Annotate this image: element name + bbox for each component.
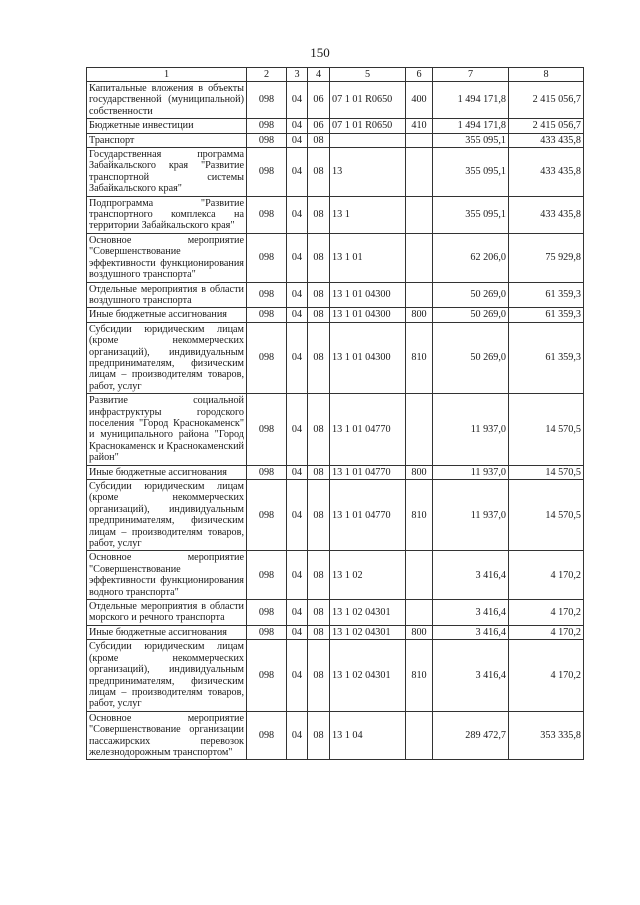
amount-year2-cell: 433 435,8 — [509, 196, 584, 233]
column-header: 2 — [247, 68, 287, 82]
section-code-cell: 04 — [287, 711, 308, 760]
row-name-cell: Государственная программа Забайкальского края "Развитие транспортной системы Забайкальского края" — [87, 148, 247, 197]
ministry-code-cell: 098 — [247, 394, 287, 465]
expense-type-cell: 810 — [406, 480, 433, 551]
amount-year1-cell: 50 269,0 — [433, 322, 509, 393]
row-name-cell: Отдельные мероприятия в области морского и речного транспорта — [87, 600, 247, 626]
target-article-cell: 13 — [330, 148, 406, 197]
row-name-cell: Иные бюджетные ассигнования — [87, 465, 247, 479]
column-header: 3 — [287, 68, 308, 82]
amount-year1-cell: 289 472,7 — [433, 711, 509, 760]
amount-year1-cell: 1 494 171,8 — [433, 82, 509, 119]
ministry-code-cell: 098 — [247, 711, 287, 760]
ministry-code-cell: 098 — [247, 600, 287, 626]
target-article-cell: 13 1 01 04770 — [330, 394, 406, 465]
expense-type-cell: 410 — [406, 119, 433, 133]
row-name-cell: Бюджетные инвестиции — [87, 119, 247, 133]
table-row — [87, 133, 584, 147]
subsection-code-cell: 08 — [308, 196, 330, 233]
amount-year2-cell: 2 415 056,7 — [509, 82, 584, 119]
ministry-code-cell: 098 — [247, 233, 287, 282]
amount-year2-cell: 4 170,2 — [509, 625, 584, 639]
expense-type-cell: 800 — [406, 465, 433, 479]
table-row — [87, 196, 584, 233]
section-code-cell: 04 — [287, 600, 308, 626]
subsection-code-cell: 06 — [308, 82, 330, 119]
table-row — [87, 640, 584, 711]
ministry-code-cell: 098 — [247, 640, 287, 711]
expense-type-cell — [406, 711, 433, 760]
ministry-code-cell: 098 — [247, 119, 287, 133]
target-article-cell: 13 1 02 — [330, 551, 406, 600]
target-article-cell — [330, 133, 406, 147]
amount-year2-cell: 353 335,8 — [509, 711, 584, 760]
amount-year1-cell: 3 416,4 — [433, 625, 509, 639]
section-code-cell: 04 — [287, 119, 308, 133]
subsection-code-cell: 08 — [308, 133, 330, 147]
row-name-cell: Отдельные мероприятия в области воздушного транспорта — [87, 282, 247, 308]
table-row — [87, 480, 584, 551]
amount-year2-cell: 75 929,8 — [509, 233, 584, 282]
amount-year1-cell: 3 416,4 — [433, 600, 509, 626]
table-row — [87, 711, 584, 760]
amount-year2-cell: 61 359,3 — [509, 322, 584, 393]
section-code-cell: 04 — [287, 148, 308, 197]
page-number: 150 — [310, 45, 330, 60]
expense-type-cell: 400 — [406, 82, 433, 119]
target-article-cell: 13 1 — [330, 196, 406, 233]
expense-type-cell — [406, 394, 433, 465]
target-article-cell: 13 1 01 04770 — [330, 480, 406, 551]
row-name-cell: Основное мероприятие "Совершенствование организации пассажирских перевозок железнодорожным транспортом" — [87, 711, 247, 760]
section-code-cell: 04 — [287, 465, 308, 479]
expense-type-cell — [406, 133, 433, 147]
ministry-code-cell: 098 — [247, 480, 287, 551]
amount-year1-cell: 3 416,4 — [433, 640, 509, 711]
section-code-cell: 04 — [287, 133, 308, 147]
subsection-code-cell: 06 — [308, 119, 330, 133]
amount-year2-cell: 14 570,5 — [509, 394, 584, 465]
target-article-cell: 07 1 01 R0650 — [330, 119, 406, 133]
expense-type-cell — [406, 233, 433, 282]
row-name-cell: Подпрограмма "Развитие транспортного комплекса на территории Забайкальского края" — [87, 196, 247, 233]
target-article-cell: 13 1 02 04301 — [330, 640, 406, 711]
table-row — [87, 465, 584, 479]
target-article-cell: 13 1 01 04300 — [330, 282, 406, 308]
table-row — [87, 308, 584, 322]
section-code-cell: 04 — [287, 551, 308, 600]
expense-type-cell: 800 — [406, 625, 433, 639]
subsection-code-cell: 08 — [308, 625, 330, 639]
column-header: 6 — [406, 68, 433, 82]
amount-year2-cell: 4 170,2 — [509, 640, 584, 711]
subsection-code-cell: 08 — [308, 600, 330, 626]
row-name-cell: Развитие социальной инфраструктуры городского поселения "Город Краснокаменск" и муниципального района "Город Краснокаменск и Краснокаменский район" — [87, 394, 247, 465]
subsection-code-cell: 08 — [308, 233, 330, 282]
target-article-cell: 13 1 04 — [330, 711, 406, 760]
subsection-code-cell: 08 — [308, 640, 330, 711]
table-row — [87, 600, 584, 626]
amount-year2-cell: 433 435,8 — [509, 133, 584, 147]
amount-year2-cell: 2 415 056,7 — [509, 119, 584, 133]
section-code-cell: 04 — [287, 282, 308, 308]
ministry-code-cell: 098 — [247, 282, 287, 308]
amount-year2-cell: 61 359,3 — [509, 308, 584, 322]
table-row — [87, 551, 584, 600]
table-row — [87, 322, 584, 393]
expense-type-cell — [406, 282, 433, 308]
table-row — [87, 625, 584, 639]
target-article-cell: 07 1 01 R0650 — [330, 82, 406, 119]
expense-type-cell — [406, 551, 433, 600]
row-name-cell: Субсидии юридическим лицам (кроме некоммерческих организаций), индивидуальным предпринимателям, физическим лицам – производителям товаров, работ, услуг — [87, 640, 247, 711]
section-code-cell: 04 — [287, 82, 308, 119]
table-row — [87, 394, 584, 465]
row-name-cell: Иные бюджетные ассигнования — [87, 625, 247, 639]
target-article-cell: 13 1 01 — [330, 233, 406, 282]
section-code-cell: 04 — [287, 196, 308, 233]
row-name-cell: Иные бюджетные ассигнования — [87, 308, 247, 322]
row-name-cell: Основное мероприятие "Совершенствование эффективности функционирования водного транспорта" — [87, 551, 247, 600]
ministry-code-cell: 098 — [247, 82, 287, 119]
section-code-cell: 04 — [287, 322, 308, 393]
subsection-code-cell: 08 — [308, 394, 330, 465]
target-article-cell: 13 1 02 04301 — [330, 600, 406, 626]
table-row — [87, 282, 584, 308]
expense-type-cell — [406, 196, 433, 233]
amount-year1-cell: 62 206,0 — [433, 233, 509, 282]
row-name-cell: Субсидии юридическим лицам (кроме некоммерческих организаций), индивидуальным предпринимателям, физическим лицам – производителям товаров, работ, услуг — [87, 322, 247, 393]
column-header: 5 — [330, 68, 406, 82]
ministry-code-cell: 098 — [247, 465, 287, 479]
expense-type-cell — [406, 600, 433, 626]
expense-type-cell: 810 — [406, 640, 433, 711]
target-article-cell: 13 1 01 04770 — [330, 465, 406, 479]
amount-year1-cell: 11 937,0 — [433, 394, 509, 465]
expense-type-cell: 800 — [406, 308, 433, 322]
budget-table — [86, 67, 584, 760]
subsection-code-cell: 08 — [308, 148, 330, 197]
header-row — [87, 68, 584, 82]
amount-year2-cell: 433 435,8 — [509, 148, 584, 197]
amount-year1-cell: 50 269,0 — [433, 308, 509, 322]
amount-year1-cell: 355 095,1 — [433, 133, 509, 147]
amount-year1-cell: 1 494 171,8 — [433, 119, 509, 133]
amount-year2-cell: 4 170,2 — [509, 551, 584, 600]
target-article-cell: 13 1 01 04300 — [330, 308, 406, 322]
column-header: 7 — [433, 68, 509, 82]
ministry-code-cell: 098 — [247, 133, 287, 147]
ministry-code-cell: 098 — [247, 308, 287, 322]
amount-year1-cell: 3 416,4 — [433, 551, 509, 600]
amount-year2-cell: 61 359,3 — [509, 282, 584, 308]
amount-year1-cell: 50 269,0 — [433, 282, 509, 308]
amount-year1-cell: 11 937,0 — [433, 465, 509, 479]
section-code-cell: 04 — [287, 394, 308, 465]
ministry-code-cell: 098 — [247, 625, 287, 639]
ministry-code-cell: 098 — [247, 148, 287, 197]
subsection-code-cell: 08 — [308, 282, 330, 308]
column-header: 4 — [308, 68, 330, 82]
row-name-cell: Капитальные вложения в объекты государственной (муниципальной) собственности — [87, 82, 247, 119]
target-article-cell: 13 1 01 04300 — [330, 322, 406, 393]
amount-year2-cell: 4 170,2 — [509, 600, 584, 626]
section-code-cell: 04 — [287, 233, 308, 282]
subsection-code-cell: 08 — [308, 711, 330, 760]
subsection-code-cell: 08 — [308, 308, 330, 322]
table-row — [87, 233, 584, 282]
section-code-cell: 04 — [287, 640, 308, 711]
subsection-code-cell: 08 — [308, 480, 330, 551]
expense-type-cell: 810 — [406, 322, 433, 393]
subsection-code-cell: 08 — [308, 551, 330, 600]
amount-year1-cell: 11 937,0 — [433, 480, 509, 551]
target-article-cell: 13 1 02 04301 — [330, 625, 406, 639]
table-row — [87, 82, 584, 119]
row-name-cell: Основное мероприятие "Совершенствование эффективности функционирования воздушного транспорта" — [87, 233, 247, 282]
row-name-cell: Субсидии юридическим лицам (кроме некоммерческих организаций), индивидуальным предпринимателям, физическим лицам – производителям товаров, работ, услуг — [87, 480, 247, 551]
ministry-code-cell: 098 — [247, 322, 287, 393]
section-code-cell: 04 — [287, 308, 308, 322]
section-code-cell: 04 — [287, 625, 308, 639]
column-header: 8 — [509, 68, 584, 82]
subsection-code-cell: 08 — [308, 322, 330, 393]
subsection-code-cell: 08 — [308, 465, 330, 479]
table-row — [87, 119, 584, 133]
row-name-cell: Транспорт — [87, 133, 247, 147]
ministry-code-cell: 098 — [247, 196, 287, 233]
ministry-code-cell: 098 — [247, 551, 287, 600]
amount-year1-cell: 355 095,1 — [433, 148, 509, 197]
section-code-cell: 04 — [287, 480, 308, 551]
amount-year1-cell: 355 095,1 — [433, 196, 509, 233]
table-row — [87, 148, 584, 197]
expense-type-cell — [406, 148, 433, 197]
column-header: 1 — [87, 68, 247, 82]
amount-year2-cell: 14 570,5 — [509, 480, 584, 551]
amount-year2-cell: 14 570,5 — [509, 465, 584, 479]
